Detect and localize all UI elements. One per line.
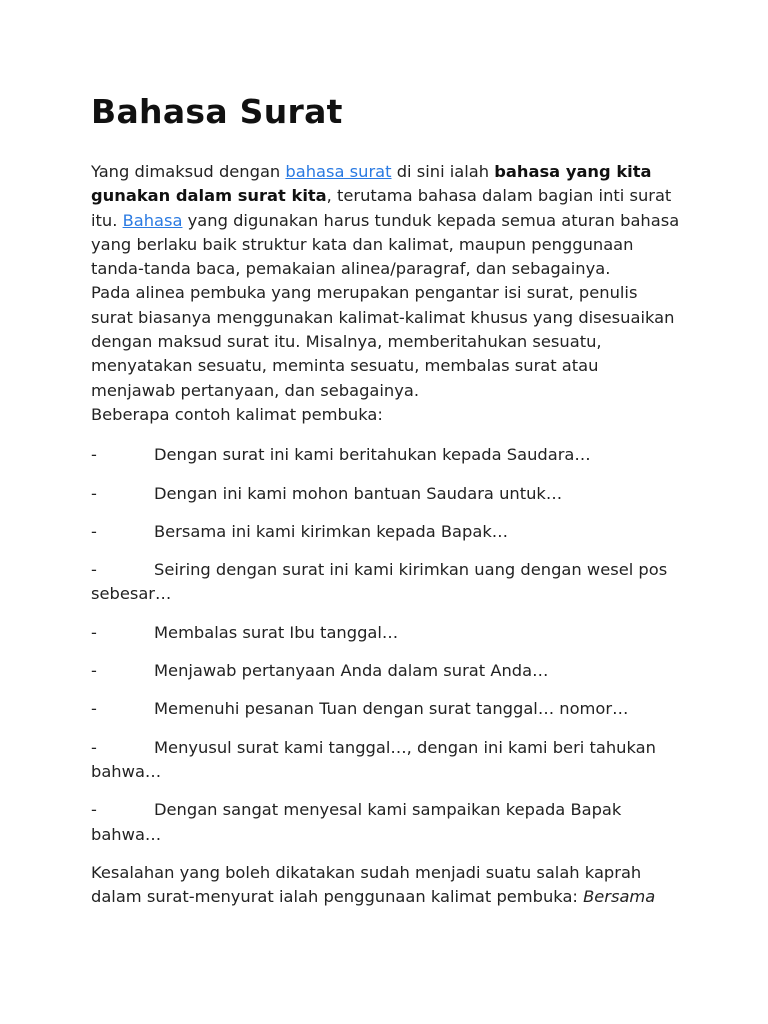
list-item (91, 736, 680, 785)
list-dash: - (91, 737, 97, 757)
list-item-text: Seiring dengan surat ini kami kirimkan uang dengan wesel pos sebesar… (91, 560, 668, 604)
list-dash: - (91, 661, 97, 681)
intro-text-4: yang digunakan harus tunduk kepada semua aturan bahasa yang berlaku baik struktur kata dan kalimat, maupun penggunaan tanda-tanda baca, pemakaian alinea/paragraf, dan sebagainya. (91, 210, 680, 279)
list-item-text: Membalas surat Ibu tanggal… (154, 622, 399, 642)
paragraph-alinea-pembuka: Pada alinea pembuka yang merupakan pengantar isi surat, penulis surat biasanya menggunakan kalimat-kalimat khusus yang disesuaikan dengan maksud surat itu. Misalnya, memberitahukan sesuatu, menyatakan sesuatu, meminta sesuatu, membalas surat atau menjawab pertanyaan, dan sebagainya. (91, 283, 675, 400)
list-dash: - (91, 622, 97, 642)
list-item (91, 659, 680, 683)
list-item-text: Dengan sangat menyesal kami sampaikan kepada Bapak bahwa… (91, 800, 622, 844)
list-item-text: Dengan ini kami mohon bantuan Saudara untuk… (154, 483, 563, 503)
list-item-text: Bersama ini kami kirimkan kepada Bapak… (154, 521, 509, 541)
intro-text-3: , terutama bahasa dalam bagian inti surat itu. (91, 186, 672, 230)
paragraph-kesalahan (91, 861, 680, 910)
list-item-text: Dengan surat ini kami beritahukan kepada Saudara… (154, 445, 591, 465)
intro-bold-text: bahasa yang kita gunakan dalam surat kita (91, 162, 652, 206)
list-dash: - (91, 800, 97, 820)
page-title: Bahasa Surat (91, 92, 343, 131)
kesalahan-text: Kesalahan yang boleh dikatakan sudah menjadi suatu salah kaprah dalam surat-menyurat ialah penggunaan kalimat pembuka: (91, 862, 642, 907)
list-item (91, 520, 680, 544)
list-dash: - (91, 483, 97, 503)
link-bahasa-surat[interactable]: bahasa surat (285, 162, 392, 181)
list-dash: - (91, 560, 97, 580)
list-dash: - (91, 521, 97, 541)
list-item (91, 621, 680, 645)
paragraph-intro (91, 160, 680, 281)
list-item (91, 443, 680, 467)
paragraph-contoh-heading: Beberapa contoh kalimat pembuka: (91, 404, 383, 424)
list-dash: - (91, 699, 97, 719)
list-item (91, 558, 680, 607)
list-item (91, 482, 680, 506)
link-bahasa[interactable]: Bahasa (122, 210, 183, 230)
list-dash: - (91, 445, 97, 465)
list-item-text: Memenuhi pesanan Tuan dengan surat tanggal… nomor… (154, 699, 629, 719)
intro-text-2: di sini ialah (391, 162, 495, 181)
list-item-text: Menjawab pertanyaan Anda dalam surat Anda… (154, 661, 549, 681)
intro-text-1: Yang dimaksud dengan (91, 162, 286, 181)
example-list (91, 443, 680, 847)
list-item (91, 798, 680, 847)
list-item-text: Menyusul surat kami tanggal…, dengan ini kami beri tahukan bahwa… (91, 737, 656, 781)
list-item (91, 697, 680, 721)
kesalahan-italic: Bersama (583, 887, 656, 907)
